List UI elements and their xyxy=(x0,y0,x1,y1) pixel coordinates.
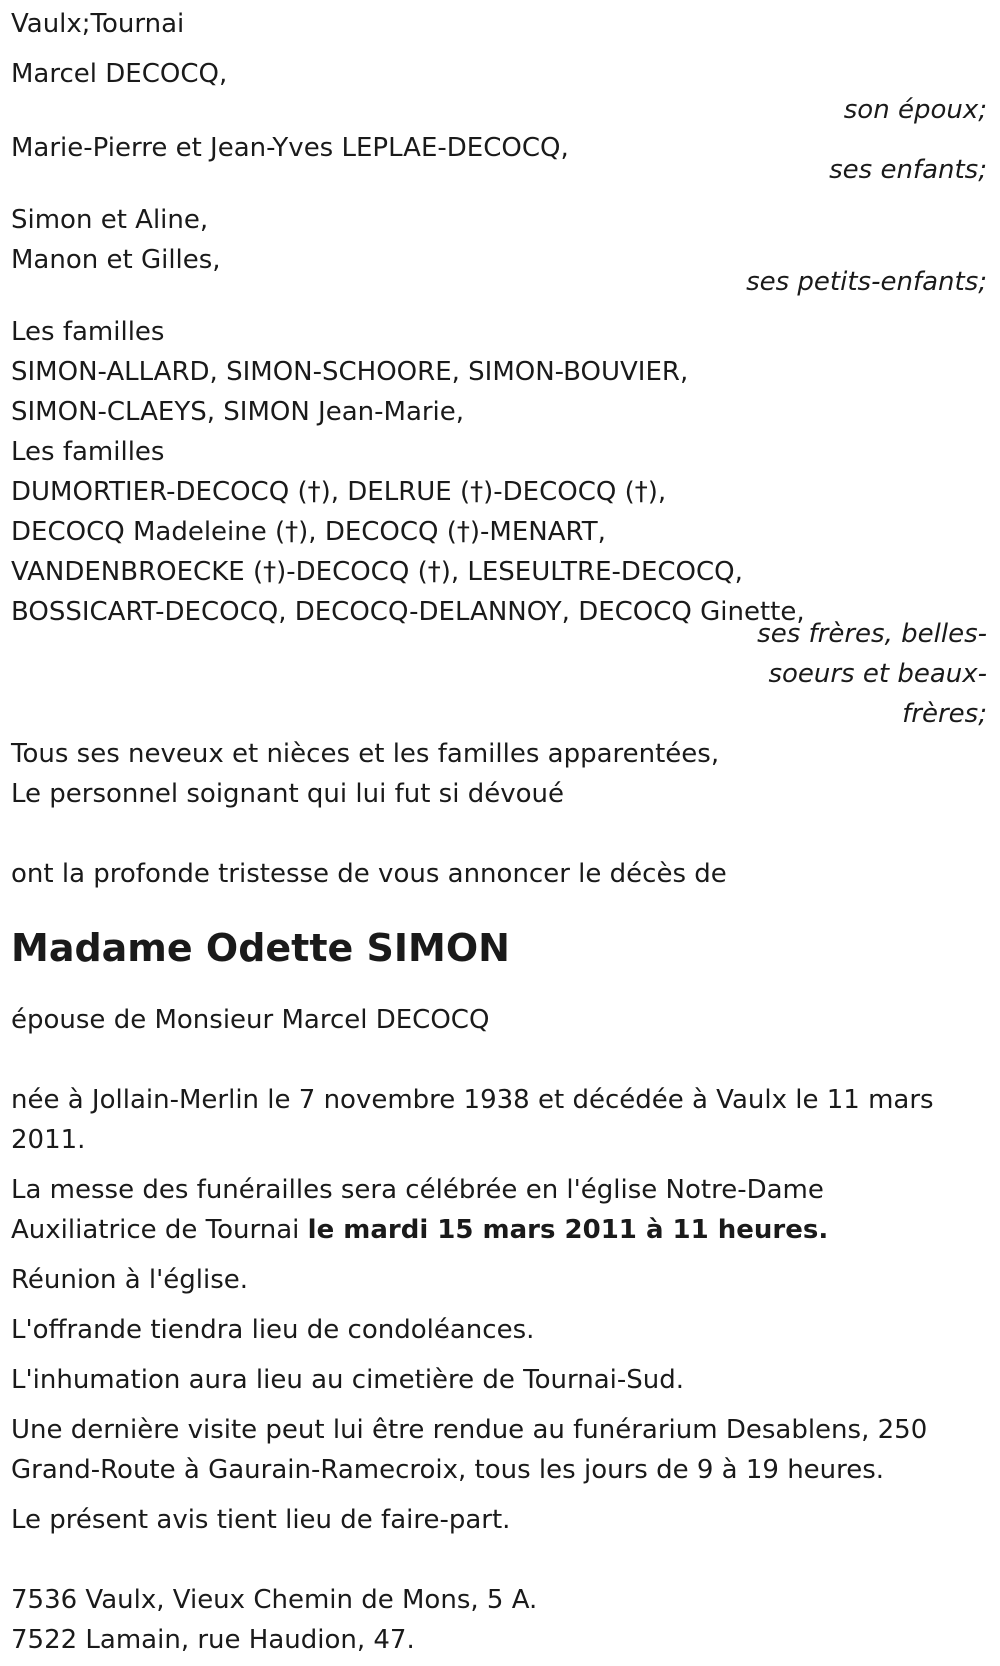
sibling-line: SIMON-ALLARD, SIMON-SCHOORE, SIMON-BOUVIER, xyxy=(11,357,689,387)
sibling-line: DUMORTIER-DECOCQ (†), DELRUE (†)-DECOCQ (†), xyxy=(11,477,667,507)
spouse-role: son époux; xyxy=(843,95,987,125)
mass-place-text: Auxiliatrice de Tournai xyxy=(11,1215,308,1245)
mass-date-text: le mardi 15 mars 2011 à 11 heures. xyxy=(307,1215,829,1245)
grandchildren-role: ses petits-enfants; xyxy=(746,267,987,297)
sibling-line: VANDENBROECKE (†)-DECOCQ (†), LESEULTRE-DECOCQ, xyxy=(11,557,743,587)
sibling-line: BOSSICART-DECOCQ, DECOCQ-DELANNOY, DECOCQ Ginette, xyxy=(11,597,805,627)
spouse-name: Marcel DECOCQ, xyxy=(11,59,228,89)
birth-death-line: née à Jollain-Merlin le 7 novembre 1938 et décédée à Vaulx le 11 mars xyxy=(11,1085,934,1115)
announcement-text: ont la profonde tristesse de vous annoncer le décès de xyxy=(11,859,727,889)
address-line: 7522 Lamain, rue Haudion, 47. xyxy=(11,1625,415,1655)
grandchild-line: Simon et Aline, xyxy=(11,205,209,235)
obituary-notice xyxy=(11,4,987,1660)
location-header: Vaulx;Tournai xyxy=(11,9,185,39)
staff-line: Le personnel soignant qui lui fut si dévoué xyxy=(11,779,564,809)
visit-line: Une dernière visite peut lui être rendue au funérarium Desablens, 250 xyxy=(11,1415,928,1445)
burial-line: L'inhumation aura lieu au cimetière de Tournai-Sud. xyxy=(11,1365,685,1395)
mass-date-line xyxy=(11,1210,987,1250)
siblings-role-line: ses frères, belles- xyxy=(757,619,987,649)
children-role: ses enfants; xyxy=(829,155,987,185)
visit-line: Grand-Route à Gaurain-Ramecroix, tous les jours de 9 à 19 heures. xyxy=(11,1455,885,1485)
children-name: Marie-Pierre et Jean-Yves LEPLAE-DECOCQ, xyxy=(11,133,569,163)
deceased-name: Madame Odette SIMON xyxy=(11,926,510,970)
mass-line: La messe des funérailles sera célébrée en l'église Notre-Dame xyxy=(11,1175,824,1205)
offering-line: L'offrande tiendra lieu de condoléances. xyxy=(11,1315,535,1345)
sibling-line: SIMON-CLAEYS, SIMON Jean-Marie, xyxy=(11,397,465,427)
birth-death-line: 2011. xyxy=(11,1125,86,1155)
siblings-role-line: soeurs et beaux- xyxy=(768,659,987,689)
spouse-of-line: épouse de Monsieur Marcel DECOCQ xyxy=(11,1005,490,1035)
meeting-line: Réunion à l'église. xyxy=(11,1265,249,1295)
sibling-line: Les familles xyxy=(11,317,165,347)
relatives-line: Tous ses neveux et nièces et les familles apparentées, xyxy=(11,739,720,769)
sibling-line: Les familles xyxy=(11,437,165,467)
sibling-line: DECOCQ Madeleine (†), DECOCQ (†)-MENART, xyxy=(11,517,606,547)
address-line: 7536 Vaulx, Vieux Chemin de Mons, 5 A. xyxy=(11,1585,538,1615)
siblings-role-line: frères; xyxy=(902,699,987,729)
notice-line: Le présent avis tient lieu de faire-part. xyxy=(11,1505,511,1535)
grandchild-line: Manon et Gilles, xyxy=(11,245,221,275)
